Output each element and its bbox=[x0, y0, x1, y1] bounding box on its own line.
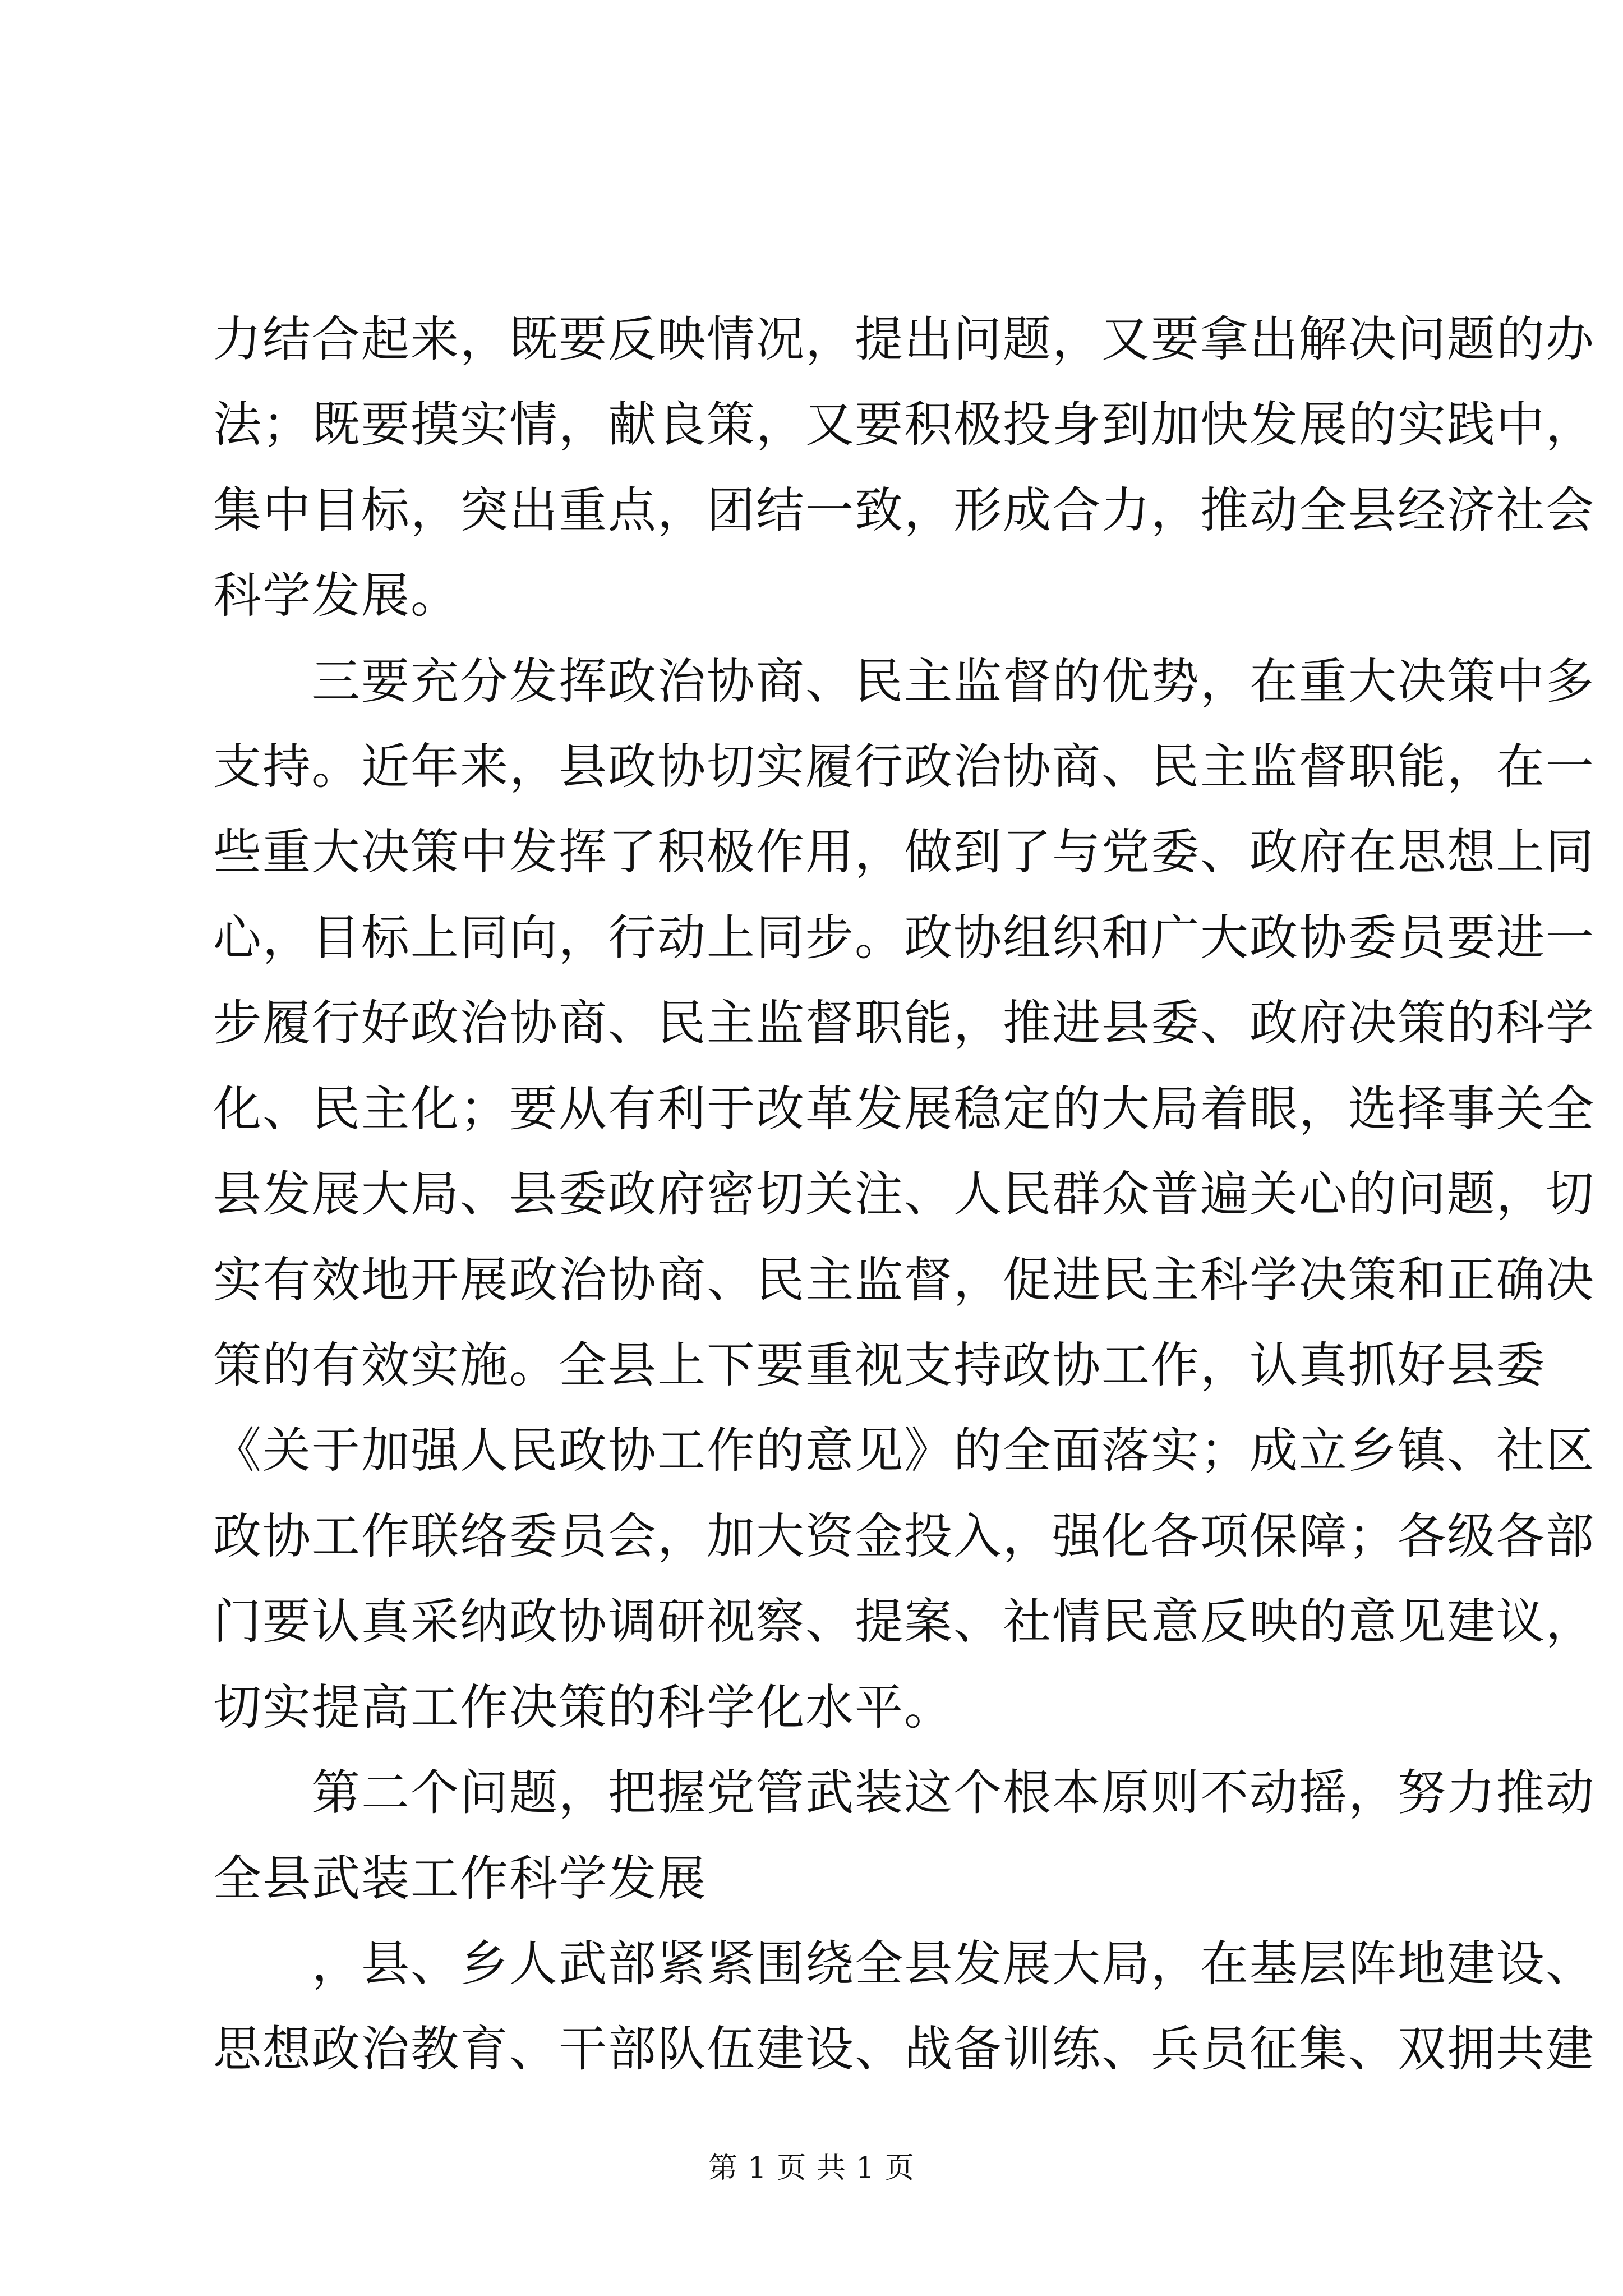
text-line: 三要充分发挥政治协商、民主监督的优势，在重大决策中多 bbox=[213, 654, 1595, 710]
text-line: 切实提高工作决策的科学化水平。 bbox=[213, 1680, 953, 1736]
text-line: 政协工作联络委员会，加大资金投入，强化各项保障；各级各部 bbox=[213, 1508, 1595, 1565]
text-line: 县发展大局、县委政府密切关注、人民群众普遍关心的问题，切 bbox=[213, 1166, 1595, 1222]
text-line: 法；既要摸实情，献良策，又要积极投身到加快发展的实践中， bbox=[213, 397, 1595, 453]
text-line: 步履行好政治协商、民主监督职能，推进县委、政府决策的科学 bbox=[213, 995, 1595, 1051]
text-line: ，县、乡人武部紧紧围绕全县发展大局，在基层阵地建设、 bbox=[213, 1936, 1595, 1992]
text-line: 些重大决策中发挥了积极作用，做到了与党委、政府在思想上同 bbox=[213, 824, 1595, 880]
text-line: 门要认真采纳政协调研视察、提案、社情民意反映的意见建议， bbox=[213, 1594, 1595, 1650]
text-line: 策的有效实施。全县上下要重视支持政协工作，认真抓好县委 bbox=[213, 1337, 1546, 1393]
text-line: 全县武装工作科学发展 bbox=[213, 1851, 707, 1907]
text-line: 集中目标，突出重点，团结一致，形成合力，推动全县经济社会 bbox=[213, 482, 1595, 539]
text-line: 思想政治教育、干部队伍建设、战备训练、兵员征集、双拥共建 bbox=[213, 2021, 1595, 2077]
text-line: 实有效地开展政治协商、民主监督，促进民主科学决策和正确决 bbox=[213, 1252, 1595, 1308]
text-line: 化、民主化；要从有利于改革发展稳定的大局着眼，选择事关全 bbox=[213, 1081, 1595, 1137]
text-line: 科学发展。 bbox=[213, 568, 460, 624]
text-line: 第二个问题，把握党管武装这个根本原则不动摇，努力推动 bbox=[213, 1765, 1595, 1821]
text-line: 《关于加强人民政协工作的意见》的全面落实；成立乡镇、社区 bbox=[213, 1423, 1595, 1479]
text-line: 心，目标上同向，行动上同步。政协组织和广大政协委员要进一 bbox=[213, 910, 1595, 966]
text-line: 力结合起来，既要反映情况，提出问题，又要拿出解决问题的办 bbox=[213, 311, 1595, 367]
text-line: 支持。近年来，县政协切实履行政治协商、民主监督职能，在一 bbox=[213, 739, 1595, 795]
page-footer: 第 1 页 共 1 页 bbox=[708, 2151, 915, 2185]
